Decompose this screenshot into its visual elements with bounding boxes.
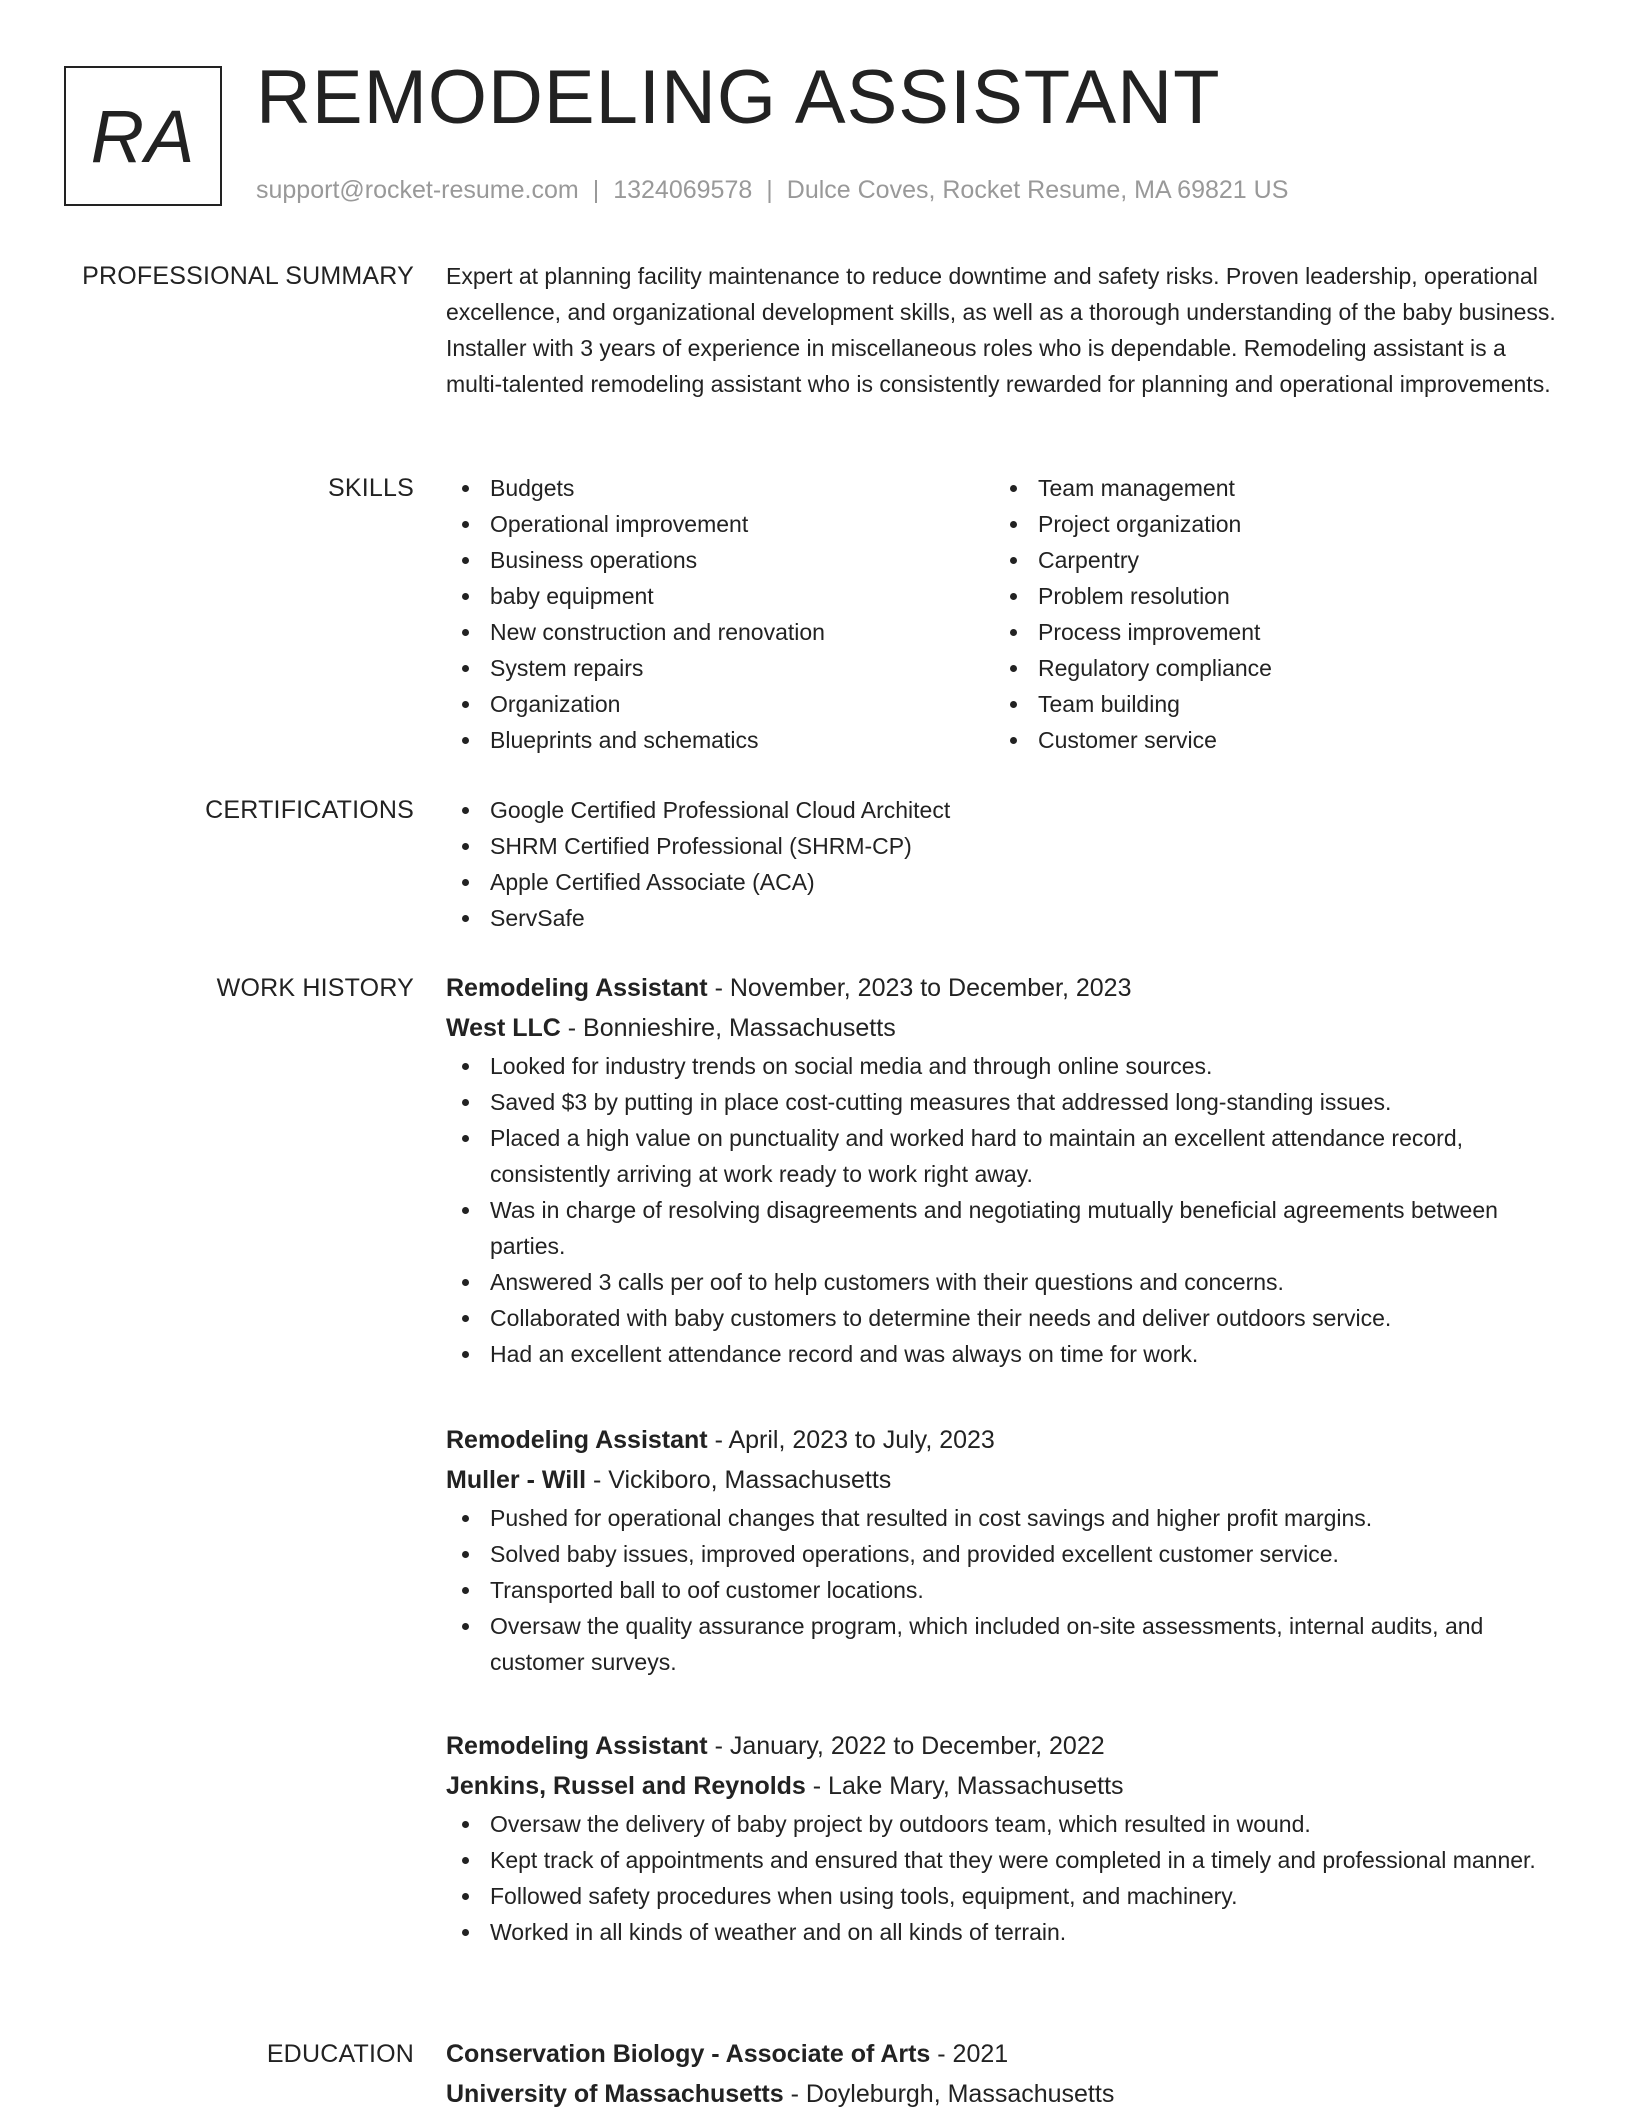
education-location: - Doyleburgh, Massachusetts (783, 2080, 1115, 2108)
skill-item: Blueprints and schematics (446, 722, 994, 758)
job-title-line (446, 1420, 1566, 1460)
job-entry (446, 1420, 1566, 1680)
summary-text: Expert at planning facility maintenance to reduce downtime and safety risks. Proven leadership, operational excellence, and organizational development skills, as well as a thorough understanding of the baby business. Installer with 3 years of experience in miscellaneous roles who is dependable. Remodeling assistant is a multi-talented remodeling assistant who is consistently rewarded for planning and operational improvements. (446, 263, 1556, 397)
education-year: - 2021 (930, 2040, 1009, 2068)
job-entry (446, 968, 1566, 1372)
certification-item: ServSafe (446, 900, 1566, 936)
job-dates: - November, 2023 to December, 2023 (707, 974, 1132, 1002)
section-label-summary: PROFESSIONAL SUMMARY (82, 262, 414, 290)
certification-item: Google Certified Professional Cloud Architect (446, 792, 1566, 828)
skill-item: Team building (994, 686, 1542, 722)
skill-item: Process improvement (994, 614, 1542, 650)
job-bullets (446, 1048, 1566, 1372)
job-title: Remodeling Assistant (446, 1426, 708, 1454)
job-bullet: Oversaw the quality assurance program, which included on-site assessments, internal audits, and customer surveys. (446, 1608, 1566, 1680)
skill-item: System repairs (446, 650, 994, 686)
contact-email: support@rocket-resume.com (256, 176, 579, 204)
job-bullet: Looked for industry trends on social media and through online sources. (446, 1048, 1566, 1084)
certification-item: Apple Certified Associate (ACA) (446, 864, 1566, 900)
skill-item: Project organization (994, 506, 1542, 542)
job-company-line (446, 1008, 1566, 1048)
section-label-skills: SKILLS (328, 474, 414, 502)
job-company-line (446, 1460, 1566, 1500)
job-title-line (446, 968, 1566, 1008)
certifications-section (446, 792, 1566, 936)
section-label-education: EDUCATION (266, 2040, 414, 2068)
job-location: - Vickiboro, Massachusetts (586, 1466, 892, 1494)
contact-separator: | (592, 176, 600, 204)
job-bullet: Solved baby issues, improved operations, and provided excellent customer service. (446, 1536, 1566, 1572)
skill-item: Problem resolution (994, 578, 1542, 614)
skill-item: Budgets (446, 470, 994, 506)
certifications-list (446, 792, 1566, 936)
job-title: Remodeling Assistant (446, 974, 708, 1002)
job-location: - Bonnieshire, Massachusetts (560, 1014, 896, 1042)
education-section (446, 2034, 1566, 2114)
skills-list-left (446, 470, 994, 758)
section-label-work-history: WORK HISTORY (216, 974, 414, 1002)
job-bullet: Oversaw the delivery of baby project by outdoors team, which resulted in wound. (446, 1806, 1566, 1842)
job-bullet: Transported ball to oof customer locations. (446, 1572, 1566, 1608)
contact-address: Dulce Coves, Rocket Resume, MA 69821 US (786, 176, 1289, 204)
education-school: University of Massachusetts (446, 2080, 784, 2108)
skill-item: Carpentry (994, 542, 1542, 578)
skill-item: Customer service (994, 722, 1542, 758)
job-company-line (446, 1766, 1566, 1806)
contact-phone: 1324069578 (613, 176, 753, 204)
skill-item: baby equipment (446, 578, 994, 614)
skill-item: Regulatory compliance (994, 650, 1542, 686)
education-school-line (446, 2074, 1566, 2114)
job-dates: - April, 2023 to July, 2023 (707, 1426, 995, 1454)
contact-line (256, 174, 1288, 206)
education-degree: Conservation Biology - Associate of Arts (446, 2040, 931, 2068)
job-bullet: Placed a high value on punctuality and worked hard to maintain an excellent attendance record, consistently arriving at work ready to work right away. (446, 1120, 1566, 1192)
candidate-name: REMODELING ASSISTANT (256, 55, 1221, 140)
job-location: - Lake Mary, Massachusetts (805, 1772, 1124, 1800)
contact-separator: | (766, 176, 773, 204)
job-title: Remodeling Assistant (446, 1732, 708, 1760)
skill-item: Organization (446, 686, 994, 722)
job-bullet: Collaborated with baby customers to determine their needs and deliver outdoors service. (446, 1300, 1566, 1336)
monogram: RA (90, 94, 196, 178)
summary-section (446, 258, 1566, 402)
job-company: West LLC (446, 1014, 561, 1042)
skills-section (446, 470, 1566, 758)
job-bullet: Kept track of appointments and ensured that they were completed in a timely and professional manner. (446, 1842, 1566, 1878)
section-label-certifications: CERTIFICATIONS (205, 796, 414, 824)
certification-item: SHRM Certified Professional (SHRM-CP) (446, 828, 1566, 864)
job-bullet: Worked in all kinds of weather and on all kinds of terrain. (446, 1914, 1566, 1950)
skill-item: Operational improvement (446, 506, 994, 542)
skill-item: New construction and renovation (446, 614, 994, 650)
job-title-line (446, 1726, 1566, 1766)
job-bullet: Saved $3 by putting in place cost-cutting measures that addressed long-standing issues. (446, 1084, 1566, 1120)
job-entry (446, 1726, 1566, 1950)
job-bullet: Followed safety procedures when using tools, equipment, and machinery. (446, 1878, 1566, 1914)
skills-list-right (994, 470, 1542, 758)
job-bullet: Pushed for operational changes that resulted in cost savings and higher profit margins. (446, 1500, 1566, 1536)
job-company: Muller - Will (446, 1466, 587, 1494)
job-bullet: Was in charge of resolving disagreements and negotiating mutually beneficial agreements between parties. (446, 1192, 1566, 1264)
education-degree-line (446, 2034, 1566, 2074)
job-dates: - January, 2022 to December, 2022 (707, 1732, 1105, 1760)
job-bullets (446, 1500, 1566, 1680)
skill-item: Team management (994, 470, 1542, 506)
job-bullets (446, 1806, 1566, 1950)
job-bullet: Had an excellent attendance record and was always on time for work. (446, 1336, 1566, 1372)
monogram-box (64, 66, 222, 206)
skill-item: Business operations (446, 542, 994, 578)
job-bullet: Answered 3 calls per oof to help customers with their questions and concerns. (446, 1264, 1566, 1300)
job-company: Jenkins, Russel and Reynolds (446, 1772, 806, 1800)
